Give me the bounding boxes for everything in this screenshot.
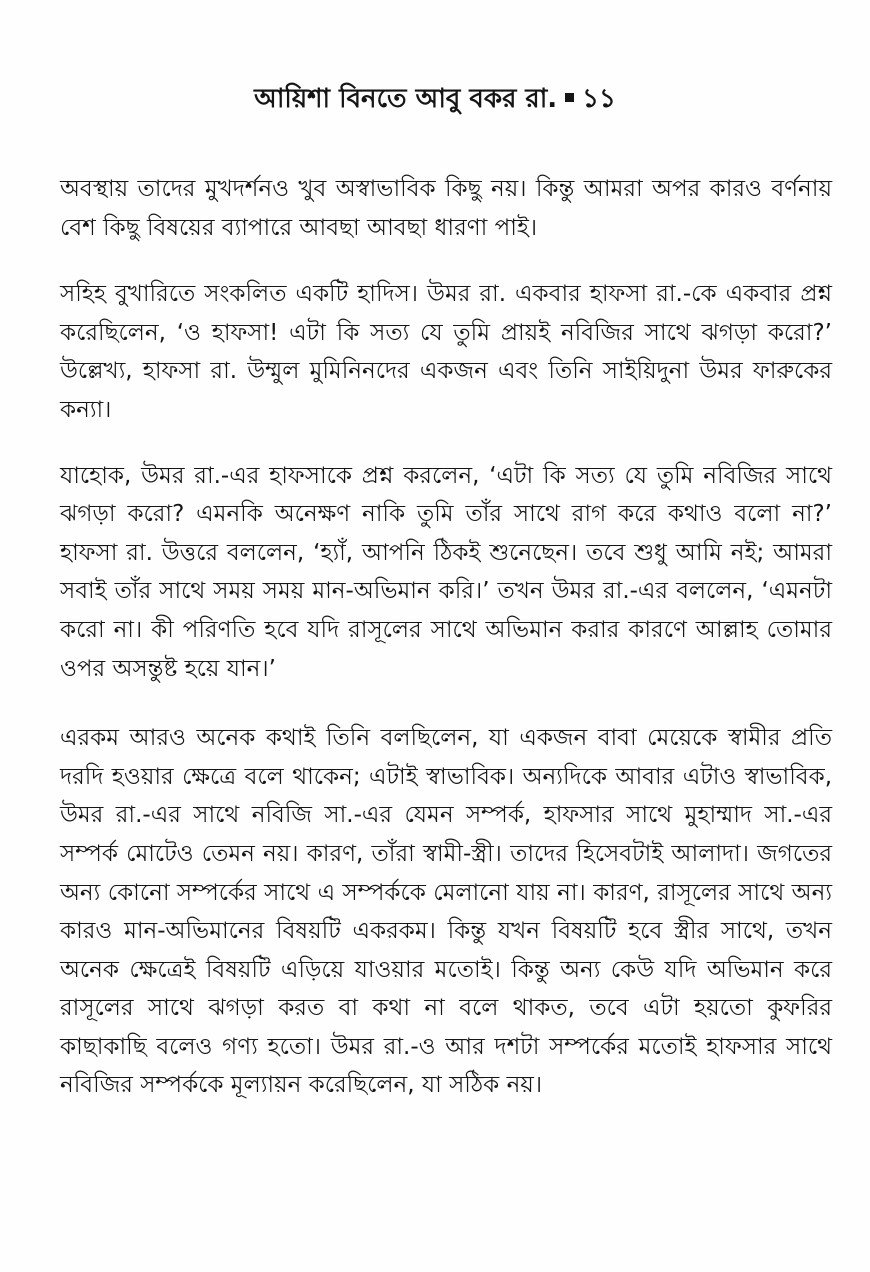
paragraph-4: এরকম আরও অনেক কথাই তিনি বলছিলেন, যা একজন বাবা মেয়েকে স্বামীর প্রতি দরদি হওয়ার ক্ষেত্রে বলে থাকেন; এটাই স্বাভাবিক। অন্যদিকে আবার এটাও স্বাভাবিক, উমর রা.-এর সাথে নবিজি সা.-এর যেমন সম্পর্ক, হাফসার সাথে মুহাম্মাদ সা.-এর সম্পর্ক মোটেও তেমন নয়। কারণ, তাঁরা স্বামী-স্ত্রী। তাদের হিসেবটাই আলাদা। জগতের অন্য কোনো সম্পর্কের সাথে এ সম্পর্ককে মেলানো যায় না। কারণ, রাসূলের সাথে অন্য কারও মান-অভিমানের বিষয়টি একরকম। কিন্তু যখন বিষয়টি হবে স্ত্রীর সাথে, তখন অনেক ক্ষেত্রেই বিষয়টি এড়িয়ে যাওয়ার মতোই। কিন্তু অন্য কেউ যদি অভিমান করে রাসূলের সাথে ঝগড়া করত বা কথা না বলে থাকত, তবে এটা হয়তো কুফরির কাছাকাছি বলেও গণ্য হতো। উমর রা.-ও আর দশটা সম্পর্কের মতোই হাফসার সাথে নবিজির সম্পর্ককে মূল্যায়ন করেছিলেন, যা সঠিক নয়। [60,725,832,1099]
running-header [0,78,870,122]
header-title: আয়িশা বিনতে আবু বকর রা. [254,84,558,114]
paragraph-1: অবস্থায় তাদের মুখদর্শনও খুব অস্বাভাবিক কিছু নয়। কিন্তু আমরা অপর কারও বর্ণনায় বেশ কিছু বিষয়ের ব্যাপারে আবছা আবছা ধারণা পাই। [60,176,832,241]
body-text [60,170,832,1127]
paragraph-3: যাহোক, উমর রা.-এর হাফসাকে প্রশ্ন করলেন, ‘এটা কি সত্য যে তুমি নবিজির সাথে ঝগড়া করো? এমনকি অনেক্ষণ নাকি তুমি তাঁর সাথে রাগ করে কথাও বলো না?’ হাফসা রা. উত্তরে বললেন, ‘হ্যাঁ, আপনি ঠিকই শুনেছেন। তবে শুধু আমি নই; আমরা সবাই তাঁর সাথে সময় সময় মান-অভিমান করি।’ তখন উমর রা.-এর বললেন, ‘এমনটা করো না। কী পরিণতি হবে যদি রাসূলের সাথে অভিমান করার কারণে আল্লাহ তোমার ওপর অসন্তুষ্ট হয়ে যান।’ [60,462,832,682]
separator-square-icon [565,93,574,102]
page-number: ১১ [582,84,616,114]
paragraph-2: সহিহ বুখারিতে সংকলিত একটি হাদিস। উমর রা. একবার হাফসা রা.-কে একবার প্রশ্ন করেছিলেন, ‘ও হাফসা! এটা কি সত্য যে তুমি প্রায়ই নবিজির সাথে ঝগড়া করো?’ উল্লেখ্য, হাফসা রা. উম্মুল মুমিনিনদের একজন এবং তিনি সাইয়িদুনা উমর ফারুকের কন্যা। [60,281,832,423]
